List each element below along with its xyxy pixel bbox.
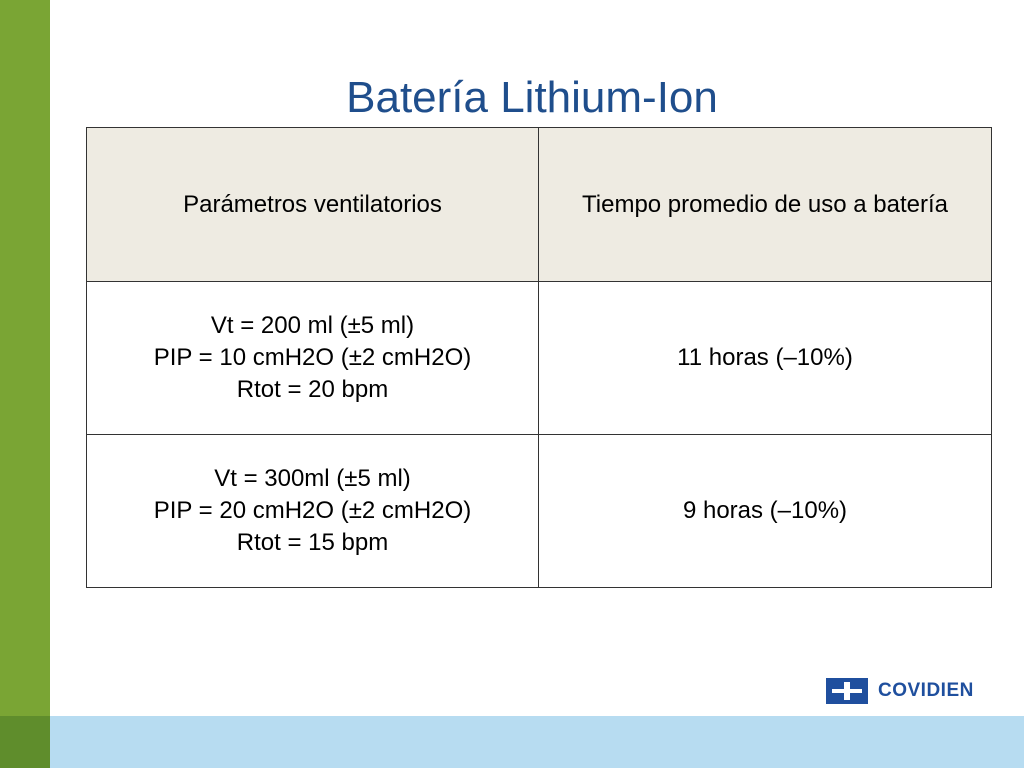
table-row <box>87 282 992 435</box>
tidal-volume-value: Vt = 300ml (±5 ml) <box>214 465 411 492</box>
parameters-cell <box>87 282 539 435</box>
pip-value: PIP = 20 cmH2O (±2 cmH2O) <box>153 497 472 524</box>
table-header-row <box>87 128 992 282</box>
cross-logo-icon <box>826 678 868 704</box>
tidal-volume-value: Vt = 200 ml (±5 ml) <box>210 312 415 339</box>
battery-time-cell: 11 horas (–10%) <box>539 282 992 435</box>
pip-value: PIP = 10 cmH2O (±2 cmH2O) <box>153 344 472 371</box>
rate-value: Rtot = 15 bpm <box>236 529 389 556</box>
covidien-logo <box>826 678 974 704</box>
column-header-parameters: Parámetros ventilatorios <box>87 128 539 282</box>
battery-time-cell: 9 horas (–10%) <box>539 435 992 588</box>
left-accent-bar-bottom <box>0 716 50 768</box>
column-header-battery-time: Tiempo promedio de uso a batería <box>539 128 992 282</box>
footer-band <box>50 716 1024 768</box>
battery-table <box>86 127 992 588</box>
parameters-cell <box>87 435 539 588</box>
logo-text: COVIDIEN <box>878 680 974 701</box>
slide-title: Batería Lithium-Ion <box>346 73 718 123</box>
table-row <box>87 435 992 588</box>
rate-value: Rtot = 20 bpm <box>236 376 389 403</box>
